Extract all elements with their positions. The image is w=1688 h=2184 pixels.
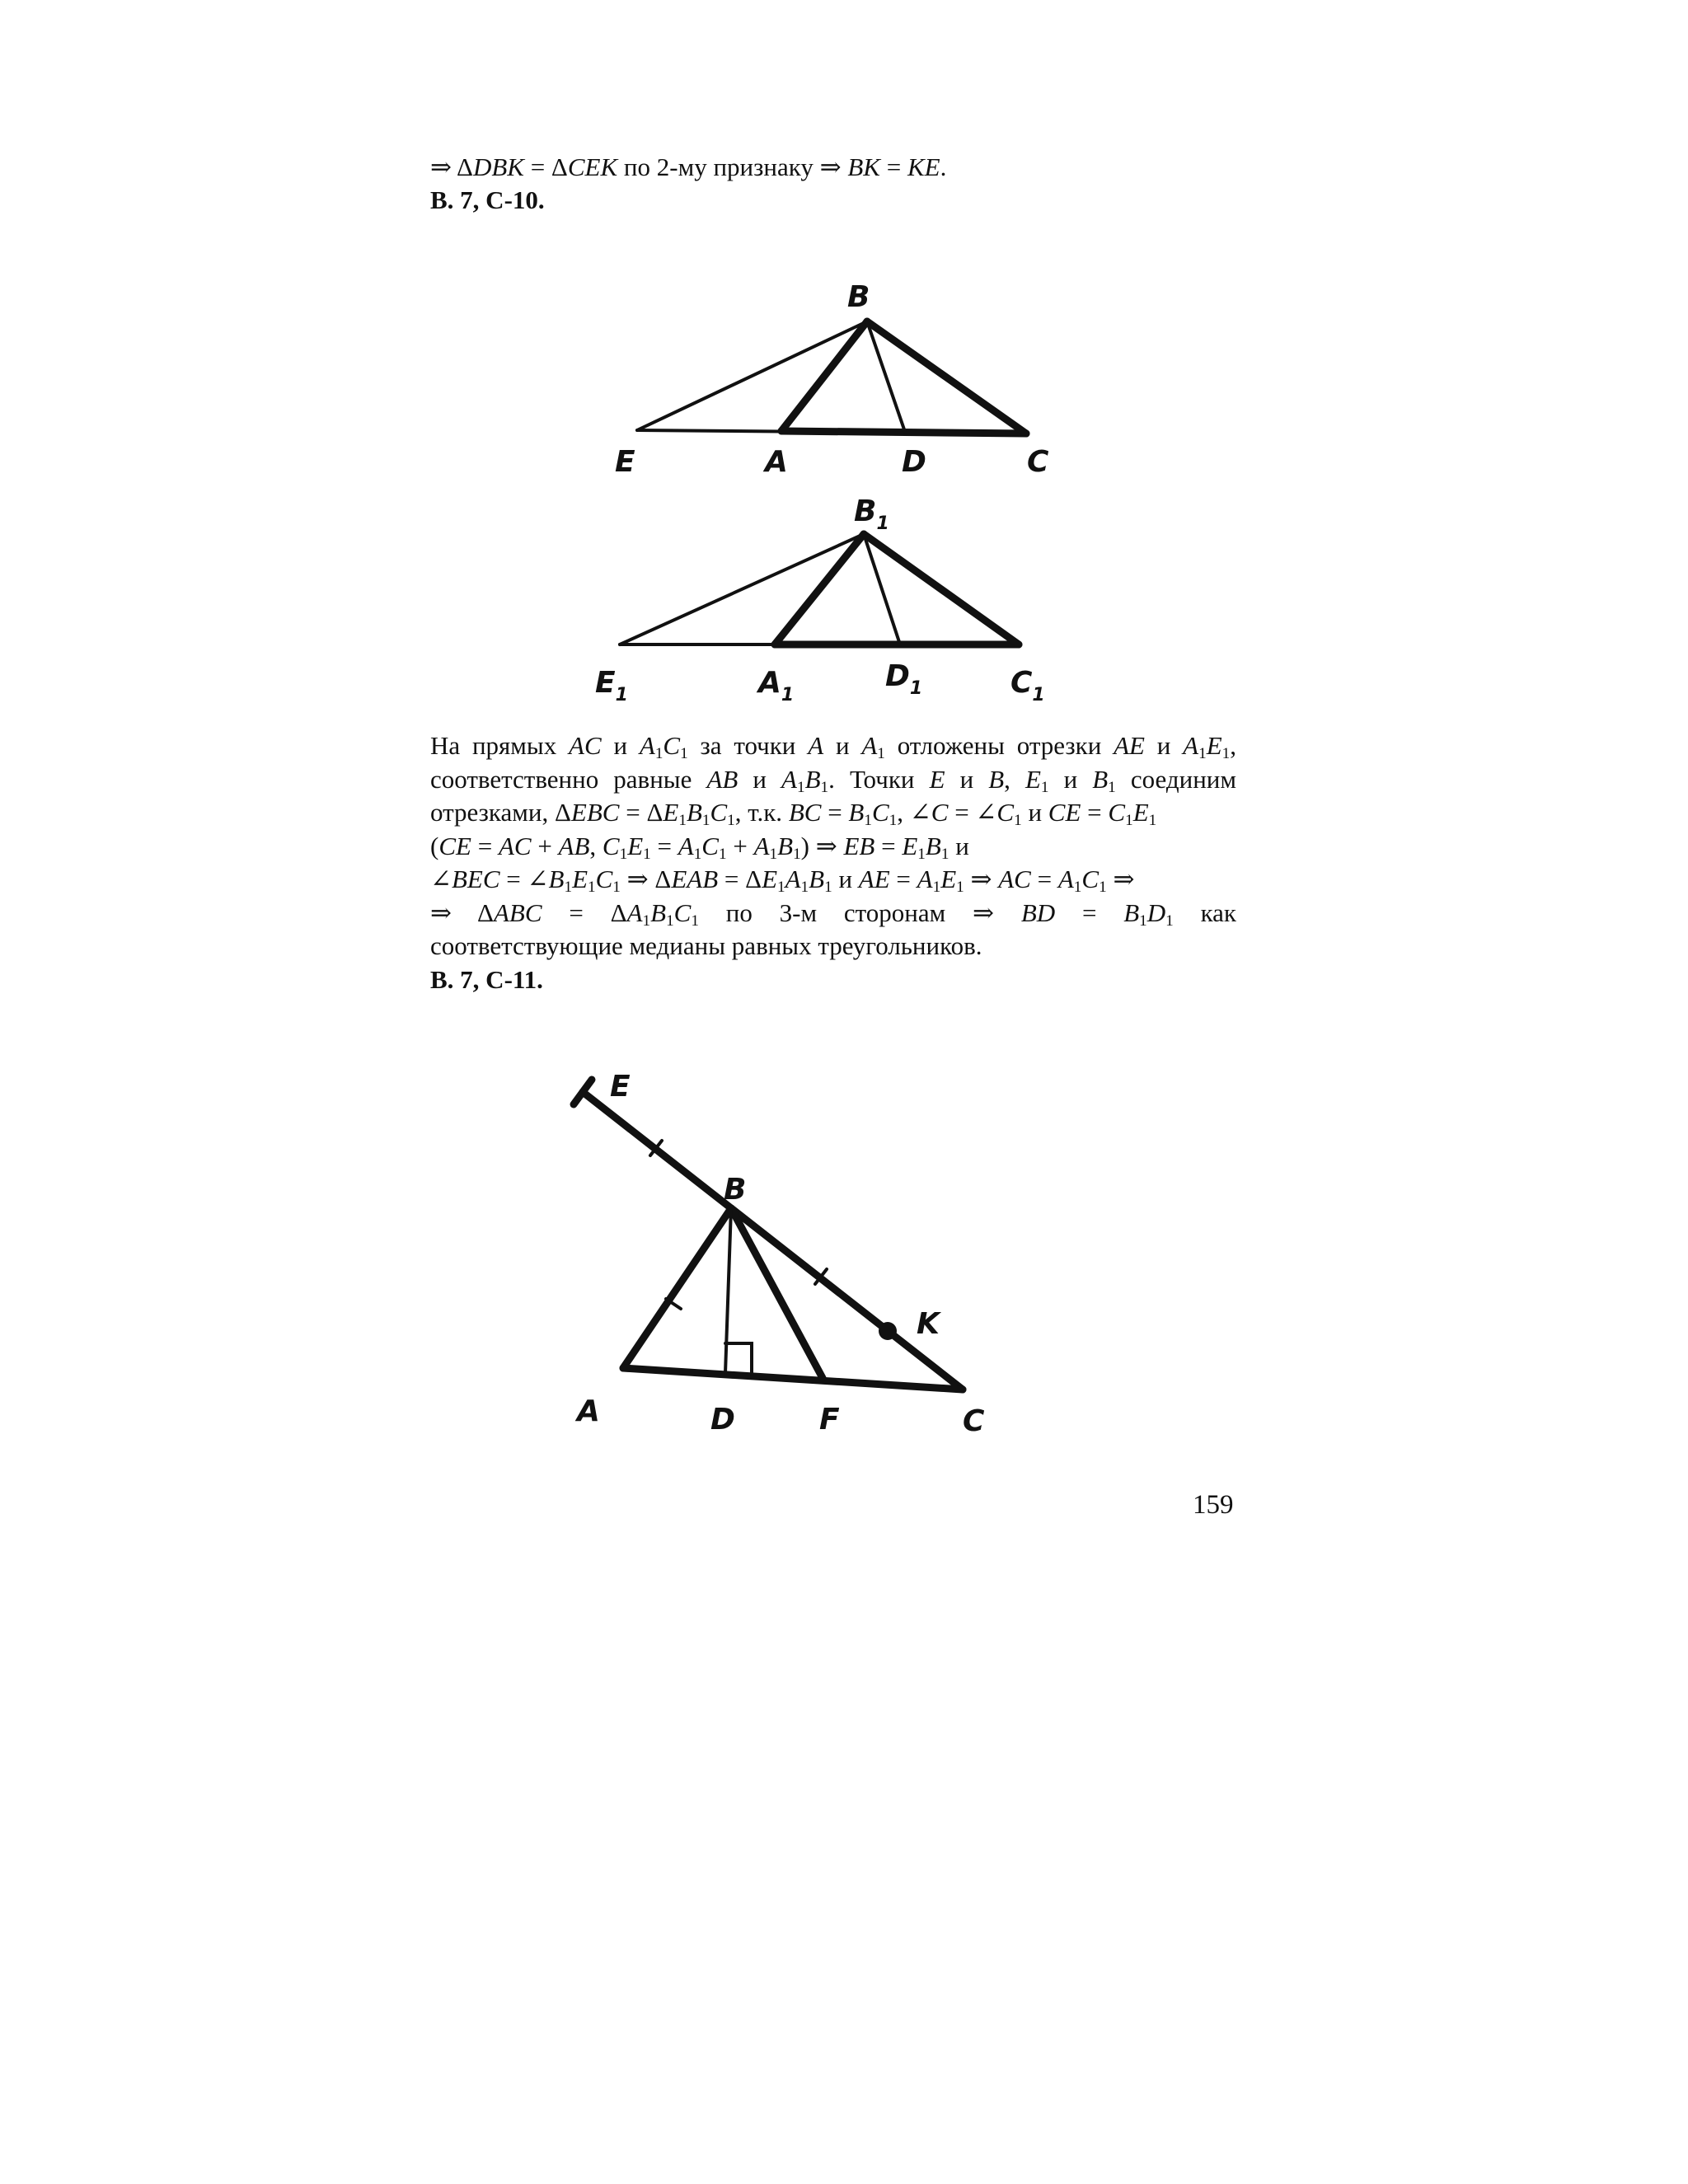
label-c: C bbox=[1027, 445, 1049, 479]
paragraph-line: соответственно равные AB и $A_1B_1$. Точки E и B, $E_1$ и $B_1$ соединим bbox=[430, 764, 1236, 796]
label-c: C bbox=[963, 1404, 985, 1438]
point-k bbox=[879, 1322, 897, 1340]
segment-bf bbox=[731, 1208, 823, 1378]
segment-ac bbox=[623, 1368, 963, 1390]
label-a: A bbox=[577, 1394, 600, 1428]
label-f: F bbox=[819, 1403, 840, 1436]
label-d: D bbox=[902, 445, 926, 479]
segment-ab bbox=[623, 1208, 731, 1368]
paragraph-line: На прямых AC и $A_1C_1$ за точки A и $A_1$ отложены отрезки AE и $A_1E_1$, bbox=[430, 731, 1237, 762]
right-angle-mark bbox=[725, 1343, 752, 1374]
label-e: E bbox=[615, 445, 635, 479]
label-d: D bbox=[710, 1403, 735, 1436]
paragraph-line: соответствующие медианы равных треугольников. bbox=[430, 931, 982, 960]
section-heading-c10: В. 7, С-10. bbox=[430, 185, 545, 214]
label-a: A bbox=[765, 445, 788, 479]
label-b: B bbox=[847, 280, 870, 314]
paragraph-line: ∠BEC = $\angle B_1E_1C_1$ ⇒ $\Delta EAB = \Delta E_1A_1B_1$ и AE = $A_1E_1$ ⇒ AC = $A_1C_1$ ⇒ bbox=[430, 865, 1135, 896]
page-number: 159 bbox=[1193, 1490, 1234, 1520]
label-b1: $B_1$ bbox=[854, 494, 889, 534]
label-b: B bbox=[724, 1173, 747, 1207]
label-e: E bbox=[610, 1070, 631, 1104]
segment-bd bbox=[725, 1208, 731, 1373]
label-k: K bbox=[917, 1307, 940, 1341]
section-heading-c11: В. 7, С-11. bbox=[430, 964, 543, 994]
label-e1: $E_1$ bbox=[595, 666, 628, 705]
label-a1: $A_1$ bbox=[758, 666, 795, 705]
proof-conclusion-line: ⇒ ΔDBK = ΔCEK по 2-му признаку ⇒ BK = KE. bbox=[430, 152, 947, 181]
paragraph-line: (CE = AC + AB, $C_1E_1 = A_1C_1 + A_1B_1$) ⇒ EB = $E_1B_1$ и bbox=[430, 831, 969, 863]
label-c1: $C_1$ bbox=[1010, 666, 1045, 705]
label-d1: $D_1$ bbox=[885, 659, 923, 699]
paragraph-line: ⇒ $\Delta ABC = \Delta A_1B_1C_1$ по 3-м сторонам ⇒ BD = $B_1D_1$ как bbox=[430, 898, 1236, 930]
paragraph-line: отрезками, $\Delta EBC = \Delta E_1B_1C_1$, т.к. BC = $B_1C_1$, ∠C = $\angle C_1$ и CE = $C_1E_1$ bbox=[430, 798, 1157, 829]
